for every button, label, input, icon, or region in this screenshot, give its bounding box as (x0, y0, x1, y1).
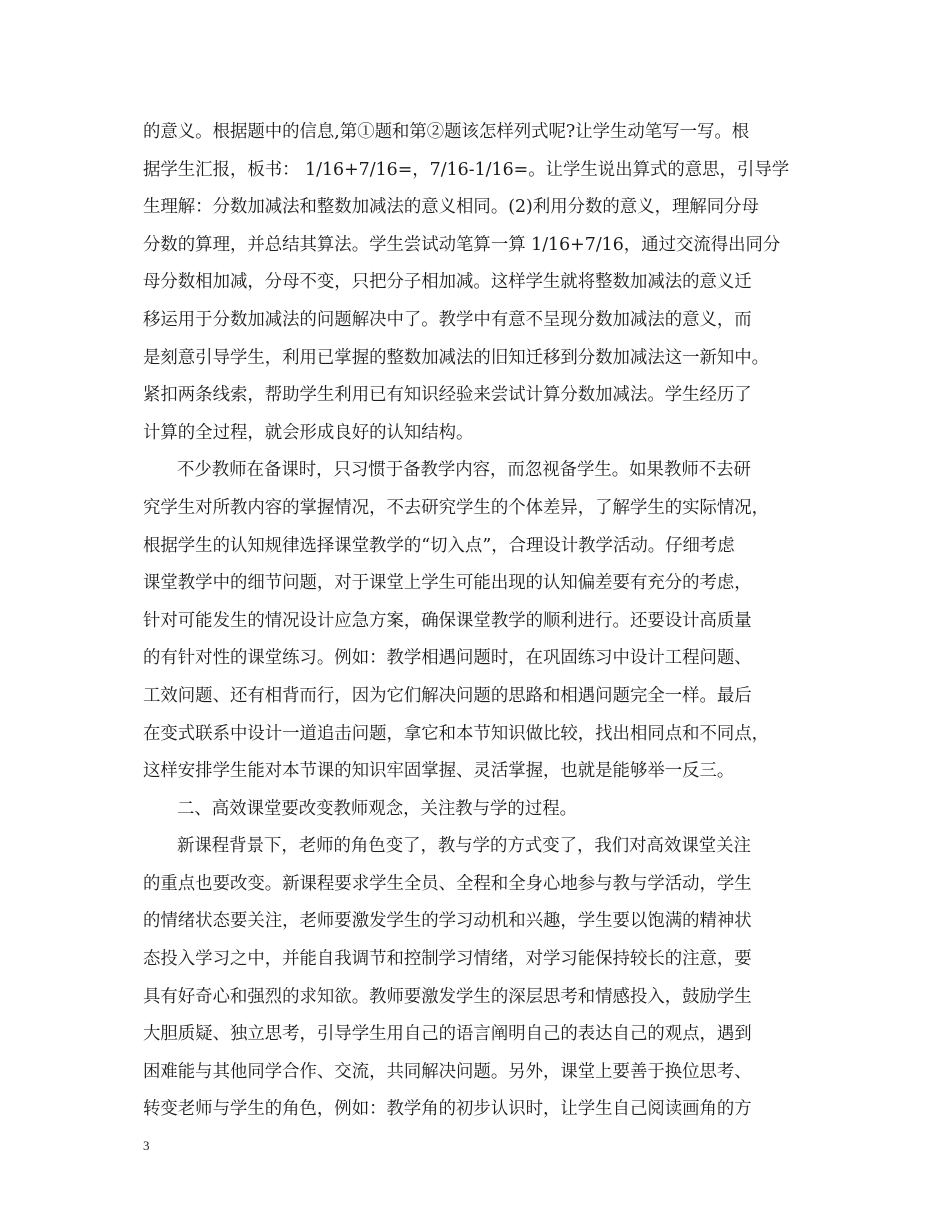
text-line: 转变老师与学生的角色，例如：教学角的初步认识时，让学生自己阅读画角的方 (143, 1099, 752, 1120)
text-line: 究学生对所教内容的掌握情况，不去研究学生的个体差异，了解学生的实际情况， (143, 497, 770, 518)
paragraph-start-line: 新课程背景下，老师的角色变了，教与学的方式变了，我们对高效课堂关注 (177, 836, 751, 857)
text-line: 课堂教学中的细节问题，对于课堂上学生可能出现的认知偏差要有充分的考虑， (143, 573, 752, 594)
text-line: 分数的算理，并总结其算法。学生尝试动笔算一算 1/16+7/16，通过交流得出同分 (143, 234, 781, 255)
page-number: 3 (143, 1138, 150, 1153)
text-line: 大胆质疑、独立思考，引导学生用自己的语言阐明自己的表达自己的观点，遇到 (143, 1024, 752, 1045)
text-line: 移运用于分数加减法的问题解决中了。教学中有意不呈现分数加减法的意义，而 (143, 309, 752, 330)
text-line: 计算的全过程，就会形成良好的认知结构。 (143, 422, 474, 443)
text-line: 据学生汇报，板书： 1/16+7/16=，7/16-1/16=。让学生说出算式的意思，引导学 (143, 159, 790, 180)
text-line: 工效问题、还有相背而行，因为它们解决问题的思路和相遇问题完全一样。最后 (143, 685, 752, 706)
text-line: 态投入学习之中，并能自我调节和控制学习情绪，对学习能保持较长的注意，要 (143, 949, 752, 970)
text-line: 的情绪状态要关注，老师要激发学生的学习动机和兴趣，学生要以饱满的精神状 (143, 911, 752, 932)
text-line: 的有针对性的课堂练习。例如：教学相遇问题时，在巩固练习中设计工程问题、 (143, 648, 752, 669)
text-line: 的重点也要改变。新课程要求学生全员、全程和全身心地参与教与学活动，学生 (143, 873, 752, 894)
text-line: 的意义。根据题中的信息,第①题和第②题该怎样列式呢?让学生动笔写一写。根 (143, 122, 750, 142)
body-text (143, 114, 833, 1129)
text-line: 生理解：分数加减法和整数加减法的意义相同。(2)利用分数的意义，理解同分母 (143, 197, 759, 218)
text-line: 具有好奇心和强烈的求知欲。教师要激发学生的深层思考和情感投入，鼓励学生 (143, 986, 752, 1007)
text-line: 针对可能发生的情况设计应急方案，确保课堂教学的顺利进行。还要设计高质量 (143, 610, 752, 631)
section-heading: 二、高效课堂要改变教师观念，关注教与学的过程。 (177, 798, 577, 819)
text-line: 母分数相加减，分母不变，只把分子相加减。这样学生就将整数加减法的意义迁 (143, 272, 752, 293)
text-line: 在变式联系中设计一道追击问题，拿它和本节知识做比较，找出相同点和不同点， (143, 723, 770, 744)
text-line: 困难能与其他同学合作、交流，共同解决问题。另外，课堂上要善于换位思考、 (143, 1061, 752, 1082)
text-line: 是刻意引导学生，利用已掌握的整数加减法的旧知迁移到分数加减法这一新知中。 (143, 347, 770, 368)
text-line: 这样安排学生能对本节课的知识牢固掌握、灵活掌握，也就是能够举一反三。 (143, 761, 735, 782)
paragraph-start-line: 不少教师在备课时，只习惯于备教学内容，而忽视备学生。如果教师不去研 (177, 460, 751, 481)
text-line: 根据学生的认知规律选择课堂教学的“切入点”，合理设计教学活动。仔细考虑 (143, 535, 735, 556)
text-line: 紧扣两条线索，帮助学生利用已有知识经验来尝试计算分数加减法。学生经历了 (143, 385, 752, 406)
